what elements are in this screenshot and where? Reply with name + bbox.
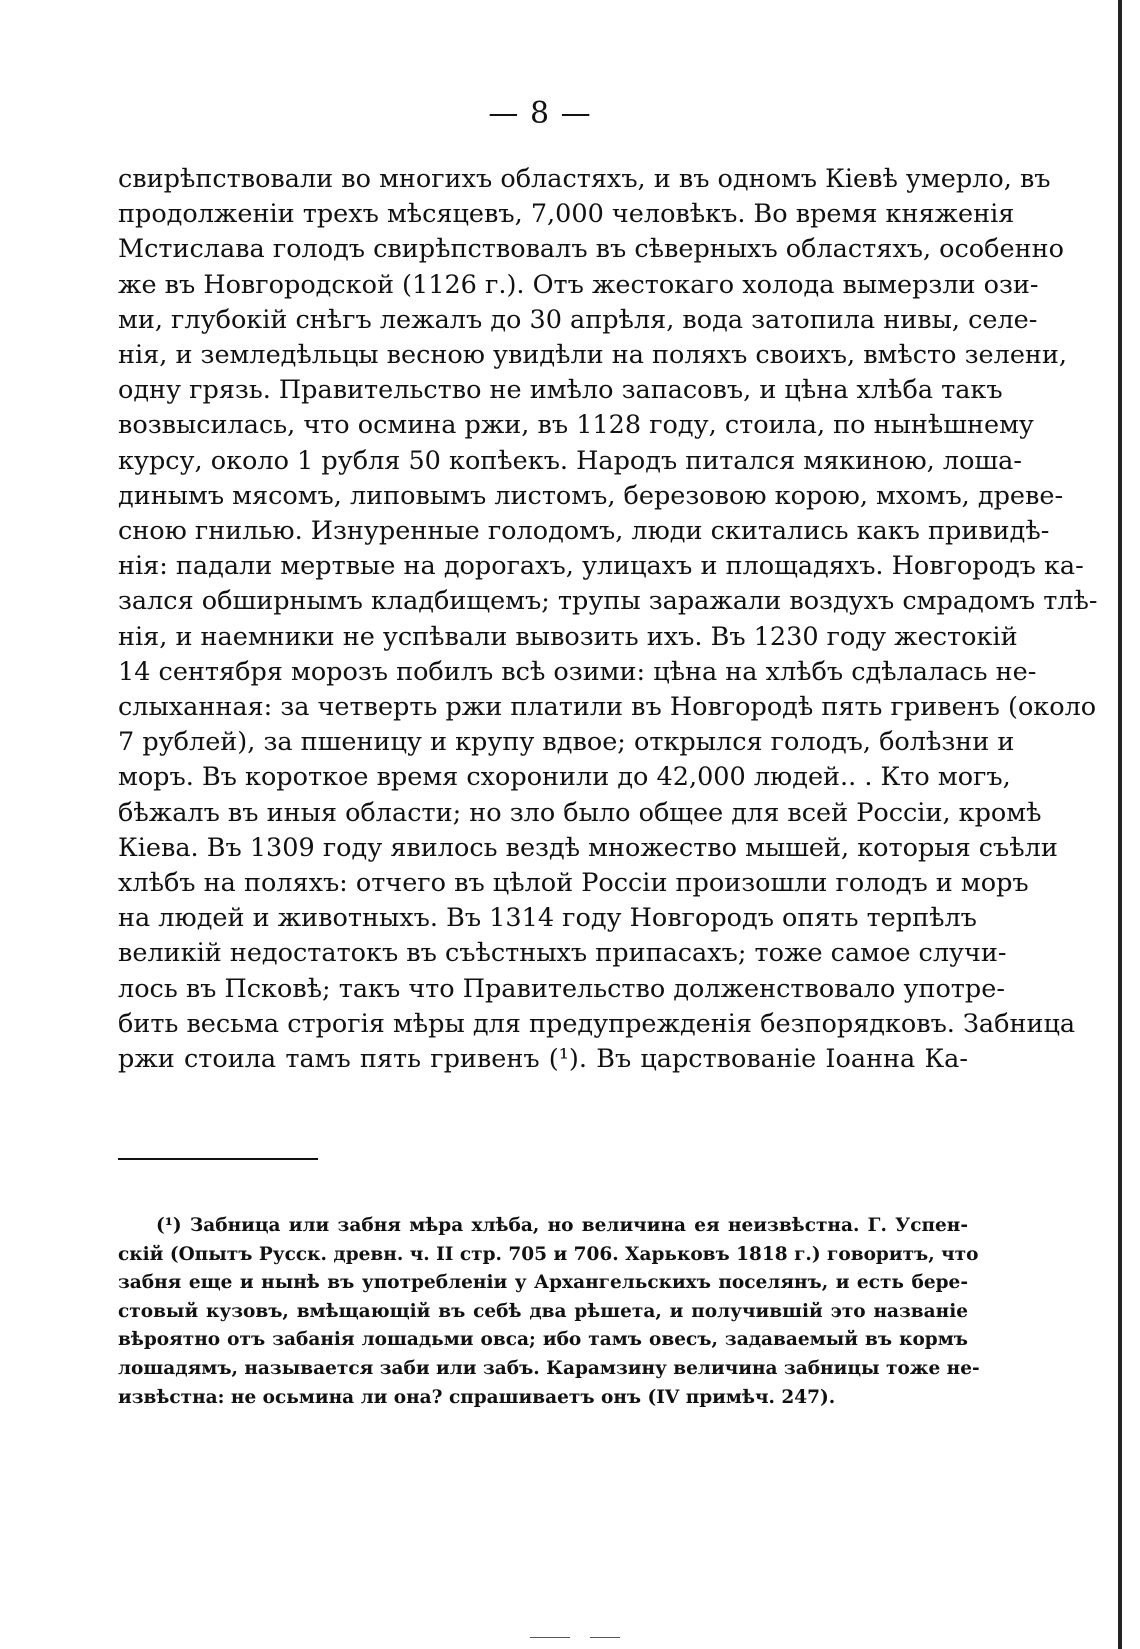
footnote-line: извѣстна: не осьмина ли она? спрашиваетъ онъ (IV примѣч. 247). <box>118 1386 836 1408</box>
body-line: моръ. Въ короткое время схоронили до 42,000 людей.. . Кто могъ, <box>118 762 1011 793</box>
body-line: возвысилась, что осмина ржи, въ 1128 году, стоила, по нынѣшнему <box>118 410 1034 441</box>
body-line: же въ Новгородской (1126 г.). Отъ жестокаго холода вымерзли ози- <box>118 269 1039 300</box>
body-line: динымъ мясомъ, липовымъ листомъ, березовою корою, мхомъ, древе- <box>118 480 1064 511</box>
body-line: ржи стоила тамъ пять гривенъ (¹). Въ царствованіе Іоанна Ка- <box>118 1044 968 1075</box>
footnote-line: (¹) Забница или забня мѣра хлѣба, но величина ея неизвѣстна. Г. Успен- <box>156 1215 968 1236</box>
body-line: продолженіи трехъ мѣсяцевъ, 7,000 человѣкъ. Во время княженія <box>118 199 1015 230</box>
body-line: сною гнилью. Изнуренные голодомъ, люди скитались какъ привидѣ- <box>118 516 1050 547</box>
scan-mark <box>530 1637 570 1638</box>
body-line: свирѣпствовали во многихъ областяхъ, и въ одномъ Кіевѣ умерло, въ <box>118 164 1051 194</box>
footnote-line: лошадямъ, называется заби или забъ. Карамзину величина забницы тоже не- <box>118 1357 980 1379</box>
body-line: лось въ Псковѣ; такъ что Правительство долженствовало употре- <box>118 973 1005 1004</box>
footnote-divider <box>118 1158 318 1160</box>
scan-edge-shadow <box>1118 0 1122 1649</box>
body-line: зался обширнымъ кладбищемъ; трупы заражали воздухъ смрадомъ тлѣ- <box>118 586 1098 617</box>
footnote-line: забня еще и нынѣ въ употребленіи у Архангельскихъ поселянъ, и есть бере- <box>118 1272 968 1294</box>
body-line: на людей и животныхъ. Въ 1314 году Новгородъ опять терпѣлъ <box>118 903 977 934</box>
body-line: курсу, около 1 рубля 50 копѣекъ. Народъ питался мякиною, лоша- <box>118 445 1022 476</box>
body-line: нія, и наемники не успѣвали вывозить ихъ. Въ 1230 году жестокій <box>118 621 1018 652</box>
footnote-line: вѣроятно отъ забанія лошадьми овса; ибо тамъ овесъ, задаваемый въ кормъ <box>118 1329 968 1351</box>
body-line: Мстислава голодъ свирѣпствовалъ въ сѣверныхъ областяхъ, особенно <box>118 234 1064 265</box>
body-line: 14 сентября морозъ побилъ всѣ озими: цѣна на хлѣбъ сдѣлалась не- <box>118 656 1037 687</box>
body-line: великій недостатокъ въ съѣстныхъ припасахъ; тоже самое случи- <box>118 938 1007 969</box>
body-line: Кіева. Въ 1309 году явилось вездѣ множество мышей, которыя съѣли <box>118 832 1058 863</box>
body-line: ми, глубокій снѣгъ лежалъ до 30 апрѣля, вода затопила нивы, селе- <box>118 304 1038 335</box>
body-line: одну грязь. Правительство не имѣло запасовъ, и цѣна хлѣба такъ <box>118 375 1003 406</box>
body-line: бѣжалъ въ иныя области; но зло было общее для всей Россіи, кромѣ <box>118 797 1042 828</box>
scan-mark <box>590 1637 620 1638</box>
body-line: нія, и земледѣльцы весною увидѣли на поляхъ своихъ, вмѣсто зелени, <box>118 340 1068 371</box>
body-line: бить весьма строгія мѣры для предупрежденія безпорядковъ. Забница <box>118 1008 1076 1039</box>
body-paragraph <box>118 162 1098 1077</box>
footnote <box>118 1212 980 1412</box>
footnote-line: скій (Опытъ Русск. древн. ч. II стр. 705 и 706. Харьковъ 1818 г.) говоритъ, что <box>118 1243 979 1265</box>
body-line: 7 рублей), за пшеницу и крупу вдвое; открылся голодъ, болѣзни и <box>118 727 1015 758</box>
body-line: слыханная: за четверть ржи платили въ Новгородѣ пять гривенъ (около <box>118 692 1097 723</box>
body-line: нія: падали мертвые на дорогахъ, улицахъ и площадяхъ. Новгородъ ка- <box>118 551 1084 582</box>
body-line: хлѣбъ на поляхъ: отчего въ цѣлой Россіи произошли голодъ и моръ <box>118 868 1029 899</box>
footnote-line: стовый кузовъ, вмѣщающій въ себѣ два рѣшета, и получившій это названіе <box>118 1300 968 1322</box>
page-number: — 8 — <box>488 96 592 131</box>
